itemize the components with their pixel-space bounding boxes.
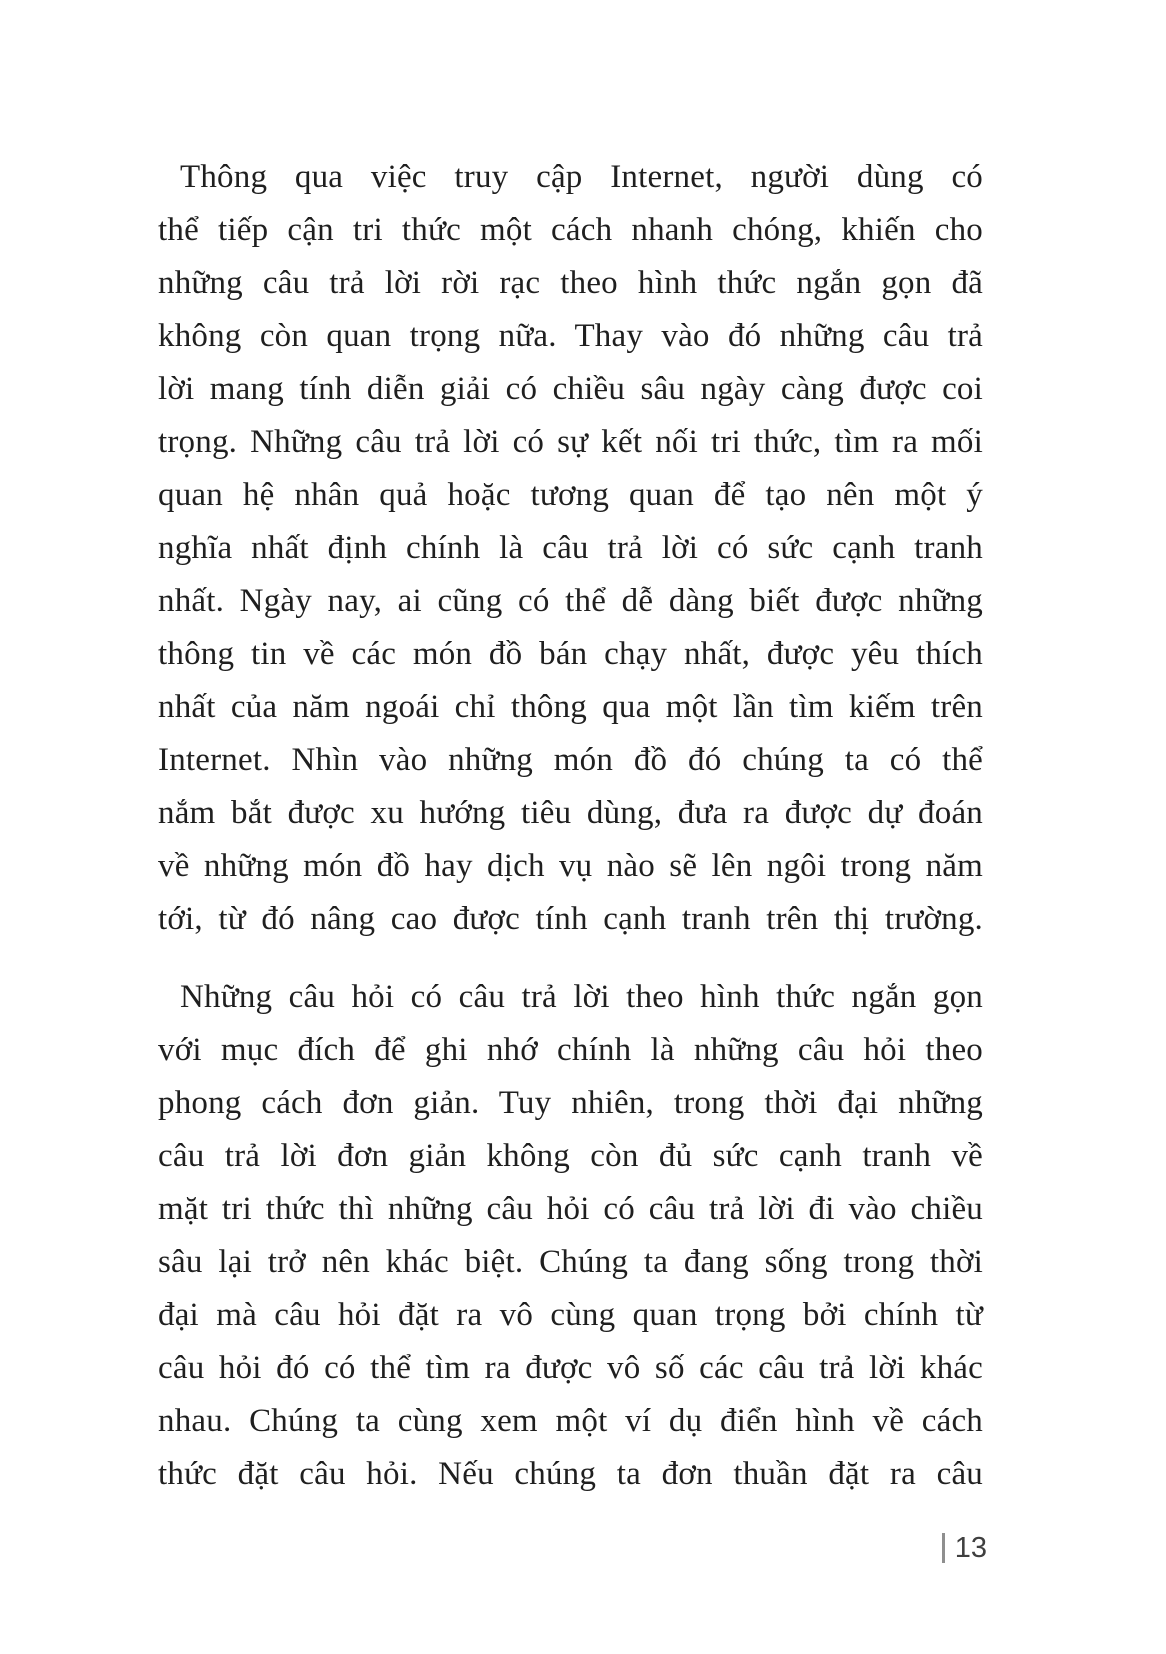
text-block [158, 151, 983, 1501]
text-line: nắm bắt được xu hướng tiêu dùng, đưa ra được dự đoán [158, 795, 983, 831]
paragraph-2 [158, 971, 983, 1501]
text-line: mặt tri thức thì những câu hỏi có câu trả lời đi vào chiều [158, 1191, 983, 1227]
text-line: với mục đích để ghi nhớ chính là những câu hỏi theo [158, 1032, 983, 1068]
text-line: nghĩa nhất định chính là câu trả lời có sức cạnh tranh [158, 530, 983, 566]
text-line: nhất. Ngày nay, ai cũng có thể dễ dàng biết được những [158, 583, 983, 619]
text-line: đại mà câu hỏi đặt ra vô cùng quan trọng bởi chính từ [158, 1297, 983, 1333]
text-line: tới, từ đó nâng cao được tính cạnh tranh trên thị trường. [158, 901, 983, 937]
page-number [942, 1528, 987, 1568]
text-line: câu hỏi đó có thể tìm ra được vô số các câu trả lời khác [158, 1350, 983, 1386]
page-number-separator-bar [942, 1533, 945, 1563]
text-line: thức đặt câu hỏi. Nếu chúng ta đơn thuần đặt ra câu [158, 1456, 983, 1492]
text-line: về những món đồ hay dịch vụ nào sẽ lên ngôi trong năm [158, 848, 983, 884]
text-line: không còn quan trọng nữa. Thay vào đó những câu trả [158, 318, 983, 354]
text-line: Internet. Nhìn vào những món đồ đó chúng ta có thể [158, 742, 983, 778]
text-line: Những câu hỏi có câu trả lời theo hình thức ngắn gọn [180, 979, 983, 1015]
paragraph-1 [158, 151, 983, 946]
text-line: thông tin về các món đồ bán chạy nhất, được yêu thích [158, 636, 983, 672]
text-line: thể tiếp cận tri thức một cách nhanh chóng, khiến cho [158, 212, 983, 248]
text-line: nhất của năm ngoái chỉ thông qua một lần tìm kiếm trên [158, 689, 983, 725]
text-line: quan hệ nhân quả hoặc tương quan để tạo nên một ý [158, 477, 983, 513]
text-line: lời mang tính diễn giải có chiều sâu ngày càng được coi [158, 371, 983, 407]
page-number-value: 13 [954, 1532, 987, 1564]
text-line: câu trả lời đơn giản không còn đủ sức cạnh tranh về [158, 1138, 983, 1174]
text-line: sâu lại trở nên khác biệt. Chúng ta đang sống trong thời [158, 1244, 983, 1280]
text-line: Thông qua việc truy cập Internet, người dùng có [180, 159, 983, 195]
text-line: nhau. Chúng ta cùng xem một ví dụ điển hình về cách [158, 1403, 983, 1439]
text-line: phong cách đơn giản. Tuy nhiên, trong thời đại những [158, 1085, 983, 1121]
text-line: những câu trả lời rời rạc theo hình thức ngắn gọn đã [158, 265, 983, 301]
text-line: trọng. Những câu trả lời có sự kết nối tri thức, tìm ra mối [158, 424, 983, 460]
